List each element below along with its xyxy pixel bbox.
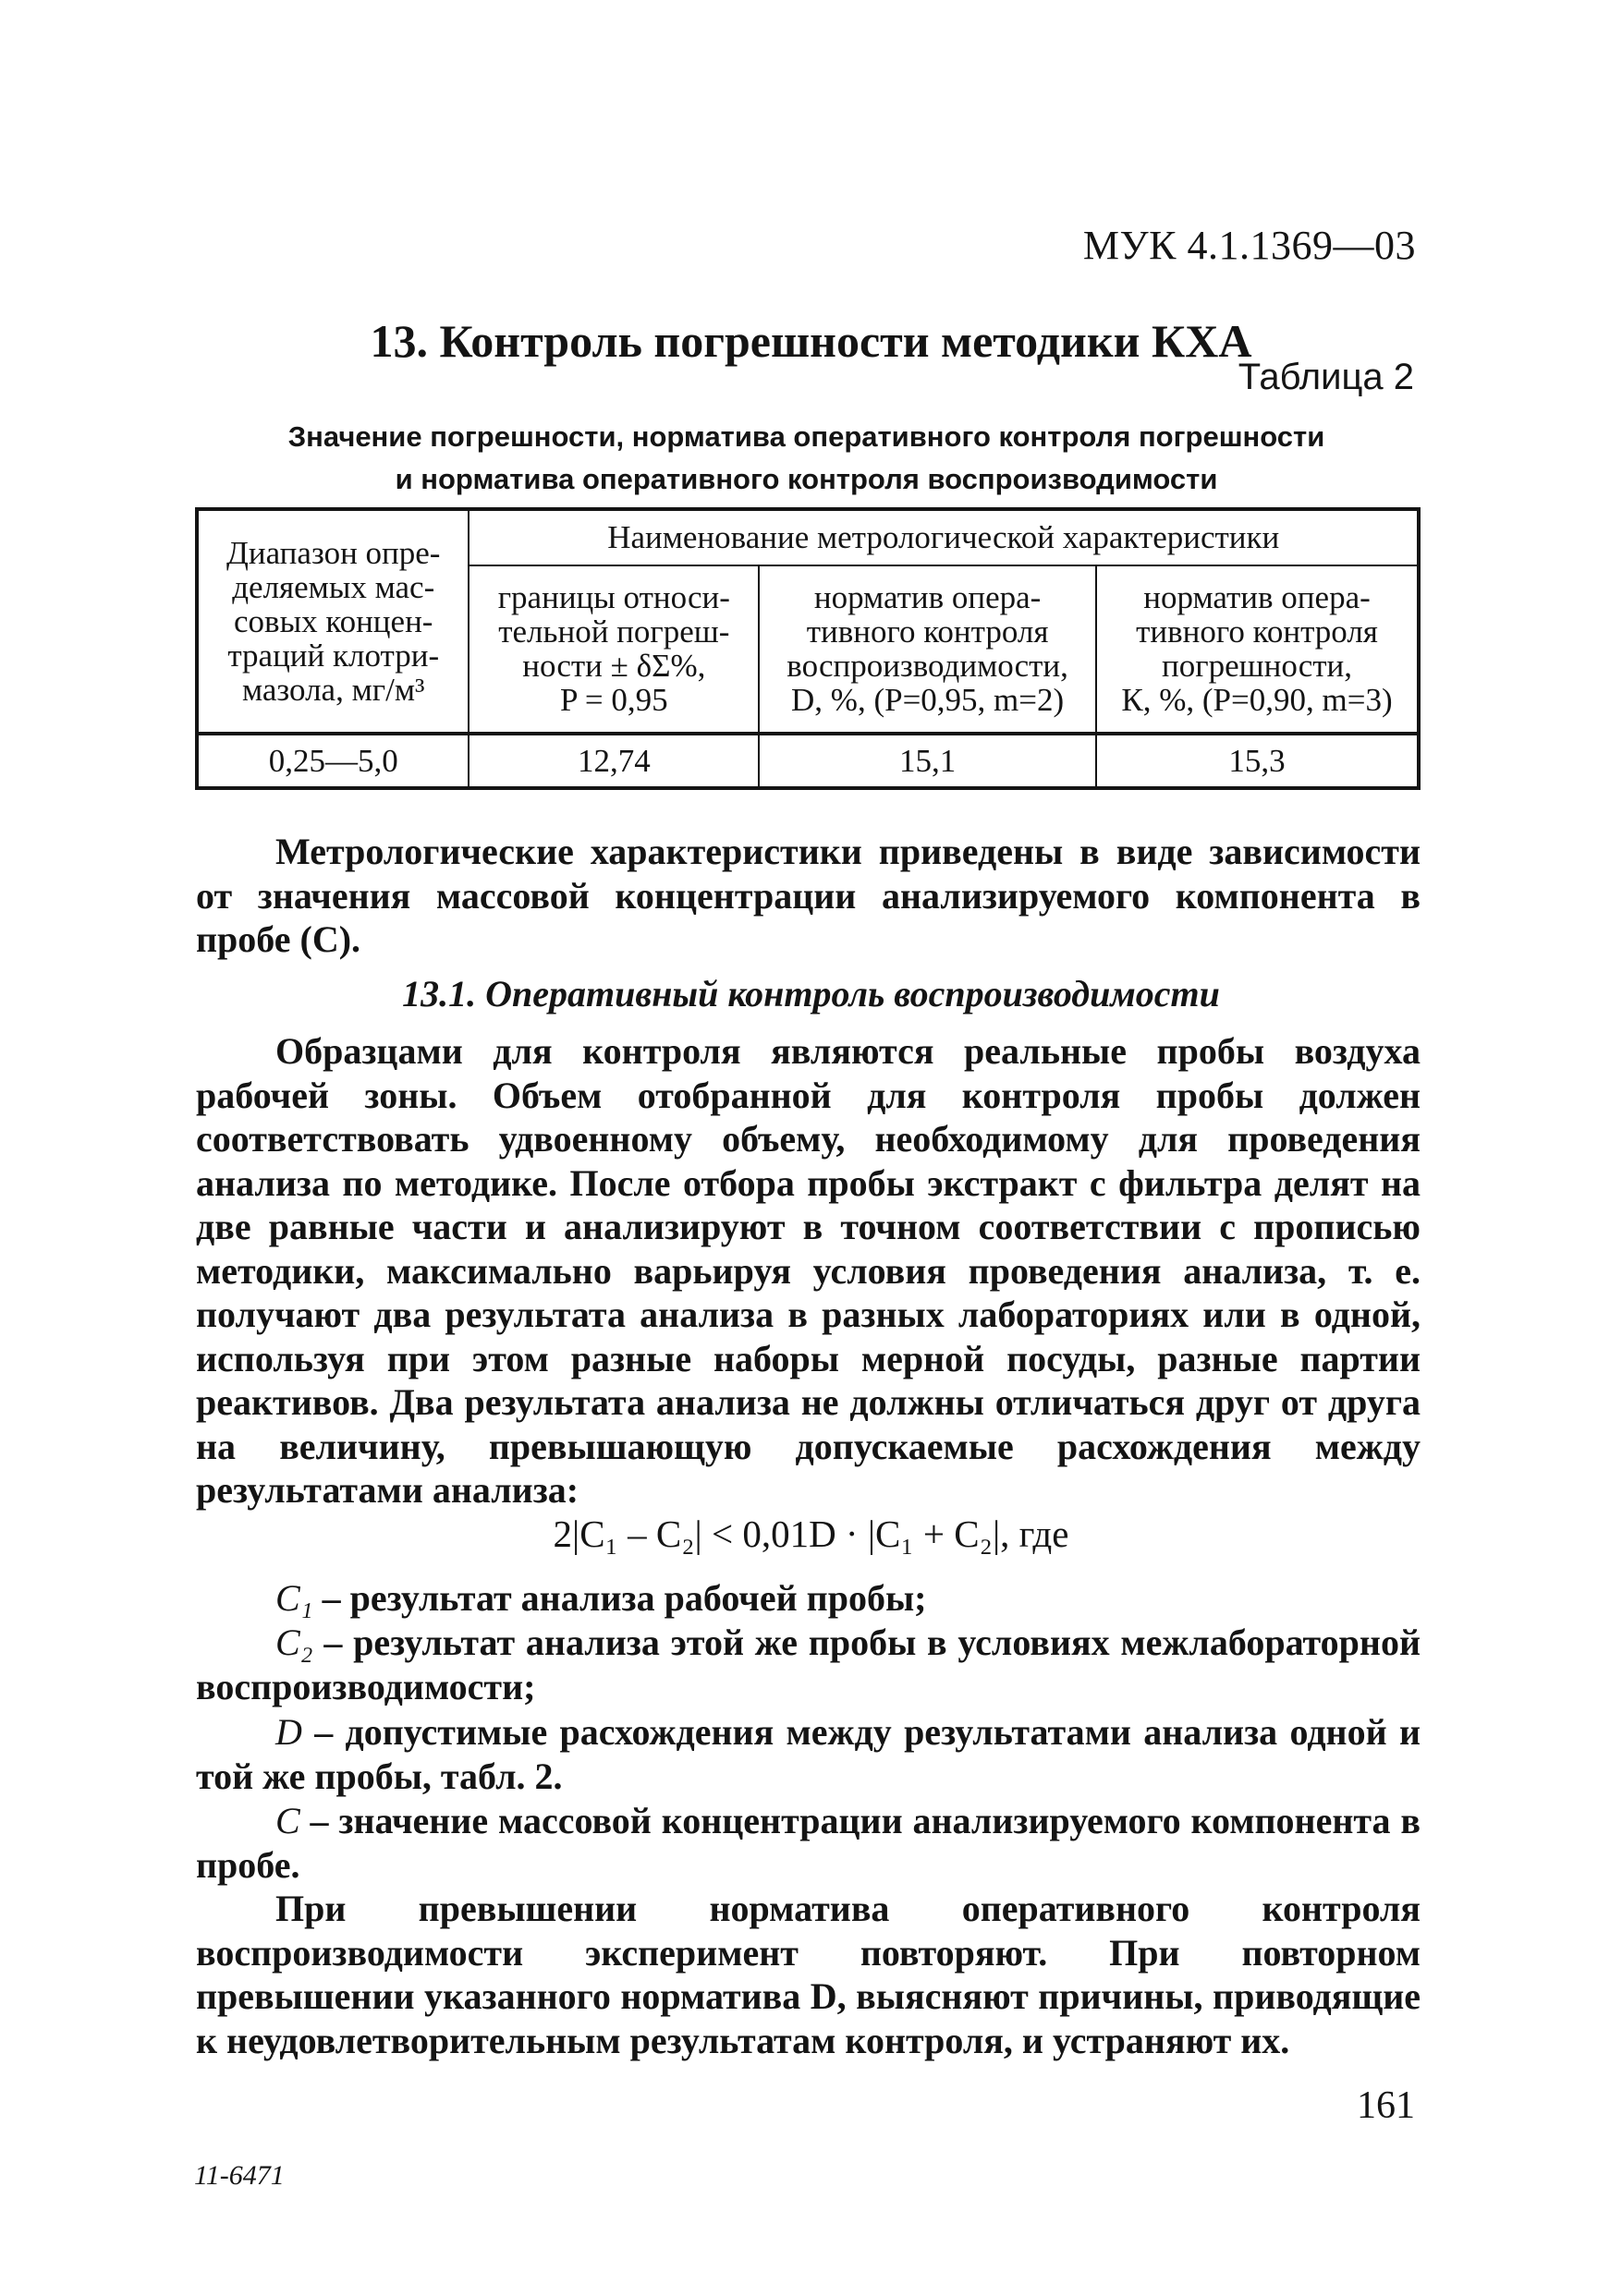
symbol-d: D: [275, 1711, 302, 1753]
col-header-error: границы относи- тельной погреш- ности ± δΣ%, P = 0,95: [469, 565, 759, 734]
symbol-c: C: [275, 1800, 300, 1841]
definition-c: [196, 1799, 1421, 1887]
formula: 2|C₁ – C₂| < 0,01D · |C₁ + C₂|, где: [553, 1512, 1069, 1555]
cell-error: 12,74: [469, 734, 759, 788]
definition-text: – результат анализа этой же пробы в условиях межлабораторной воспроизводимости;: [196, 1622, 1421, 1707]
table-caption-line: и норматива оперативного контроля воспроизводимости: [395, 463, 1218, 495]
col-header-accuracy: норматив опера- тивного контроля погрешности, К, %, (P=0,90, m=3): [1096, 565, 1419, 734]
cell-range: 0,25—5,0: [197, 734, 469, 788]
definition-c1: [196, 1576, 1421, 1621]
definition-c2: [196, 1621, 1421, 1708]
definition-d: [196, 1710, 1421, 1798]
paragraph-metrology: Метрологические характеристики приведены в виде зависимости от значения массовой концентрации анализируемого компонента в пробе (С).: [196, 831, 1421, 960]
page-number: 161: [1357, 2084, 1415, 2127]
table-label: Таблица 2: [1238, 357, 1414, 397]
col-header-range: Диапазон опре- деляемых мас- совых концен- траций клотри- мазола, мг/м³: [197, 509, 469, 734]
metrology-table: [195, 507, 1421, 790]
symbol-c1: C₁: [275, 1577, 313, 1619]
cell-k: 15,3: [1096, 734, 1419, 788]
subsection-title: 13.1. Оперативный контроль воспроизводимости: [402, 973, 1220, 1014]
table-caption-line: Значение погрешности, норматива оперативного контроля погрешности: [287, 420, 1325, 453]
print-code: 11-6471: [194, 2160, 285, 2191]
table-row: [197, 734, 1419, 788]
document-code: МУК 4.1.1369—03: [1082, 223, 1416, 268]
definition-text: – допустимые расхождения между результатами анализа одной и той же пробы, табл. 2.: [196, 1711, 1421, 1797]
table-caption: [185, 416, 1428, 501]
group-header: Наименование метрологической характеристики: [469, 509, 1419, 565]
paragraph-samples: Образцами для контроля являются реальные пробы воздуха рабочей зоны. Объем отобранной для контроля пробы должен соответствовать удвоенному объему, необходимому для проведения анализа по методике. После отбора пробы экстракт с фильтра делят на две равные части и анализируют в точном соответствии с прописью методики, максимально варьируя условия проведения анализа, т. е. получают два результата анализа в разных лабораториях или в одной, используя при этом разные наборы мерной посуды, разные партии реактивов. Два результата анализа не должны отличаться друг от друга на величину, превышающую допускаемые расхождения между результатами анализа:: [196, 1030, 1421, 1511]
paragraph-repeat: При превышении норматива оперативного контроля воспроизводимости эксперимент повторяют. При повторном превышении указанного норматива D, выясняют причины, приводящие к неудовлетворительным результатам контроля, и устраняют их.: [196, 1888, 1421, 2061]
definition-text: – значение массовой концентрации анализируемого компонента в пробе.: [196, 1800, 1421, 1886]
col-header-reproducibility: норматив опера- тивного контроля воспроизводимости, D, %, (P=0,95, m=2): [759, 565, 1096, 734]
definition-text: – результат анализа рабочей пробы;: [312, 1577, 927, 1619]
section-title: 13. Контроль погрешности методики КХА: [370, 315, 1252, 367]
symbol-c2: C₂: [275, 1622, 313, 1663]
cell-d: 15,1: [759, 734, 1096, 788]
